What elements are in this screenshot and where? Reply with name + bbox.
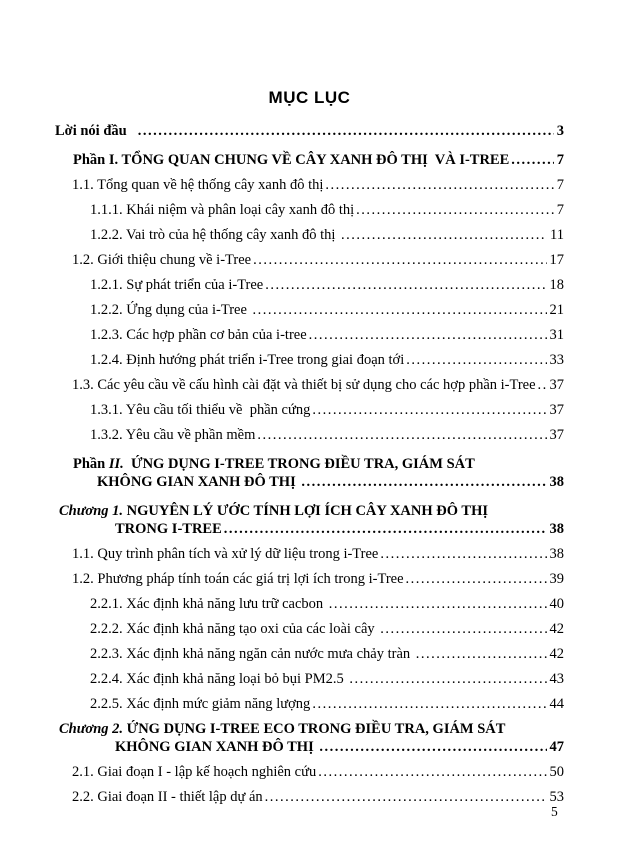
toc-page-number: 47 (549, 739, 564, 755)
toc-page-number: 18 (549, 277, 564, 293)
toc-leader-dots (356, 203, 554, 218)
toc-leader-dots (349, 672, 546, 687)
toc-page-number: 7 (556, 152, 564, 168)
toc-entry-text: 1.2. Phương pháp tính toán các giá trị lợi ích trong i-Tree (72, 571, 404, 587)
toc-entry-text: 1.1.1. Khái niệm và phân loại cây xanh đô thị (90, 202, 355, 218)
page-number-footer: 5 (551, 804, 558, 819)
toc-entry-text: 2.2. Giai đoạn II - thiết lập dự án (72, 789, 263, 805)
toc-entry (72, 572, 564, 587)
toc-leader-dots (319, 740, 546, 755)
toc-page-number: 3 (556, 123, 564, 139)
toc-entry (90, 428, 564, 443)
toc-entry-text: 1.3. Các yêu cầu về cấu hình cài đặt và thiết bị sử dụng cho các hợp phần i-Tree (72, 377, 536, 393)
toc-page-number: 38 (549, 474, 564, 490)
toc-entry-text: Lời nói đầu (55, 123, 127, 139)
toc-entry-text: Phần II. ỨNG DỤNG I-TREE TRONG ĐIỀU TRA, GIÁM SÁT (73, 456, 475, 472)
toc-entry (90, 403, 564, 418)
toc-leader-dots (341, 228, 547, 243)
toc-page-number: 38 (549, 546, 564, 562)
toc-entry (55, 124, 564, 139)
toc-entry (90, 647, 564, 662)
toc-entry (115, 522, 564, 537)
toc-entry (90, 278, 564, 293)
toc-page-number: 53 (549, 789, 564, 805)
toc-entry (90, 303, 564, 318)
toc-page-number: 43 (549, 671, 564, 687)
toc-entry-text: TRONG I-TREE (115, 521, 222, 537)
toc-entry (72, 790, 564, 805)
toc-entry (73, 153, 564, 168)
toc-entry-text: 2.2.4. Xác định khả năng loại bỏ bụi PM2.5 (90, 671, 348, 687)
toc-page-number: 33 (549, 352, 564, 368)
toc-leader-dots (511, 153, 553, 168)
toc-entry-text: Chương 2. ỨNG DỤNG I-TREE ECO TRONG ĐIỀU TRA, GIÁM SÁT (59, 721, 506, 737)
toc-leader-dots (538, 378, 547, 393)
toc-leader-dots (312, 403, 546, 418)
toc-entry-text: 2.2.3. Xác định khả năng ngăn cản nước mưa chảy tràn (90, 646, 414, 662)
toc-entry (73, 457, 564, 472)
toc-entry-text: 2.2.2. Xác định khả năng tạo oxi của các loài cây (90, 621, 379, 637)
toc-entry-text: 1.2. Giới thiệu chung về i-Tree (72, 252, 252, 268)
toc-leader-dots (380, 547, 546, 562)
toc-entry-text: 2.2.1. Xác định khả năng lưu trữ cacbon (90, 596, 327, 612)
toc-page-number: 42 (549, 646, 564, 662)
toc-page-number: 37 (549, 377, 564, 393)
toc-entry-text: 1.2.1. Sự phát triển của i-Tree (90, 277, 264, 293)
toc-leader-dots (301, 475, 546, 490)
toc-leader-dots (265, 278, 546, 293)
toc-page-number: 11 (550, 227, 564, 243)
toc-leader-dots (309, 328, 547, 343)
toc-leader-dots (253, 303, 547, 318)
toc-entry (59, 504, 564, 519)
toc-entry (90, 228, 564, 243)
toc-entry (90, 672, 564, 687)
toc-entry-text: 1.1. Quy trình phân tích và xử lý dữ liệu trong i-Tree (72, 546, 379, 562)
toc-page-number: 17 (549, 252, 564, 268)
toc-page-number: 50 (549, 764, 564, 780)
toc-page-number: 44 (549, 696, 564, 712)
toc-leader-dots (253, 253, 546, 268)
toc-entry-text: Chương 1. NGUYÊN LÝ ƯỚC TÍNH LỢI ÍCH CÂY XANH ĐÔ THỊ (59, 503, 488, 519)
toc-entry (90, 597, 564, 612)
toc-leader-dots (329, 597, 547, 612)
toc-entry-text: 1.1. Tổng quan về hệ thống cây xanh đô thị (72, 177, 324, 193)
toc-entry-text: 1.2.2. Ứng dụng của i-Tree (90, 302, 251, 318)
toc-entry (90, 697, 564, 712)
toc-list (55, 124, 564, 805)
toc-leader-dots (224, 522, 547, 537)
toc-page-number: 21 (549, 302, 564, 318)
toc-entry (72, 547, 564, 562)
toc-page-number: 39 (549, 571, 564, 587)
toc-page-number: 7 (556, 177, 564, 193)
toc-leader-dots (406, 572, 547, 587)
toc-entry-text: KHÔNG GIAN XANH ĐÔ THỊ (115, 739, 318, 755)
toc-entry (115, 740, 564, 755)
toc-entry (90, 622, 564, 637)
toc-entry (72, 378, 564, 393)
toc-entry (59, 722, 564, 737)
toc-page-number: 42 (549, 621, 564, 637)
toc-page-number: 31 (549, 327, 564, 343)
toc-leader-dots (380, 622, 546, 637)
toc-entry (72, 178, 564, 193)
toc-page-number: 37 (549, 427, 564, 443)
toc-entry-text: 1.2.2. Vai trò của hệ thống cây xanh đô thị (90, 227, 339, 243)
toc-entry (90, 328, 564, 343)
toc-page-number: 38 (549, 521, 564, 537)
toc-entry-text: 1.3.2. Yêu cầu về phần mềm (90, 427, 256, 443)
toc-leader-dots (312, 697, 546, 712)
toc-entry-text: 1.2.4. Định hướng phát triển i-Tree trong giai đoạn tới (90, 352, 405, 368)
toc-entry-text: KHÔNG GIAN XANH ĐÔ THỊ (97, 474, 300, 490)
toc-entry (72, 765, 564, 780)
toc-entry-text: Phần I. TỔNG QUAN CHUNG VỀ CÂY XANH ĐÔ THỊ VÀ I-TREE (73, 152, 510, 168)
toc-entry (90, 203, 564, 218)
toc-leader-dots (318, 765, 546, 780)
toc-entry (72, 253, 564, 268)
toc-leader-dots (265, 790, 547, 805)
page-title: MỤC LỤC (268, 88, 351, 107)
toc-leader-dots (416, 647, 547, 662)
toc-entry-text: 1.3.1. Yêu cầu tối thiểu về phần cứng (90, 402, 311, 418)
toc-page-number: 7 (556, 202, 564, 218)
toc-entry-text: 2.1. Giai đoạn I - lập kế hoạch nghiên cứu (72, 764, 317, 780)
toc-leader-dots (406, 353, 546, 368)
toc-leader-dots (257, 428, 546, 443)
toc-leader-dots (325, 178, 553, 193)
toc-leader-dots (138, 124, 554, 139)
toc-entry (90, 353, 564, 368)
toc-entry (97, 475, 564, 490)
toc-entry-text: 1.2.3. Các hợp phần cơ bản của i-tree (90, 327, 307, 343)
toc-entry-text: 2.2.5. Xác định mức giảm năng lượng (90, 696, 311, 712)
toc-page-number: 40 (549, 596, 564, 612)
toc-page-number: 37 (549, 402, 564, 418)
